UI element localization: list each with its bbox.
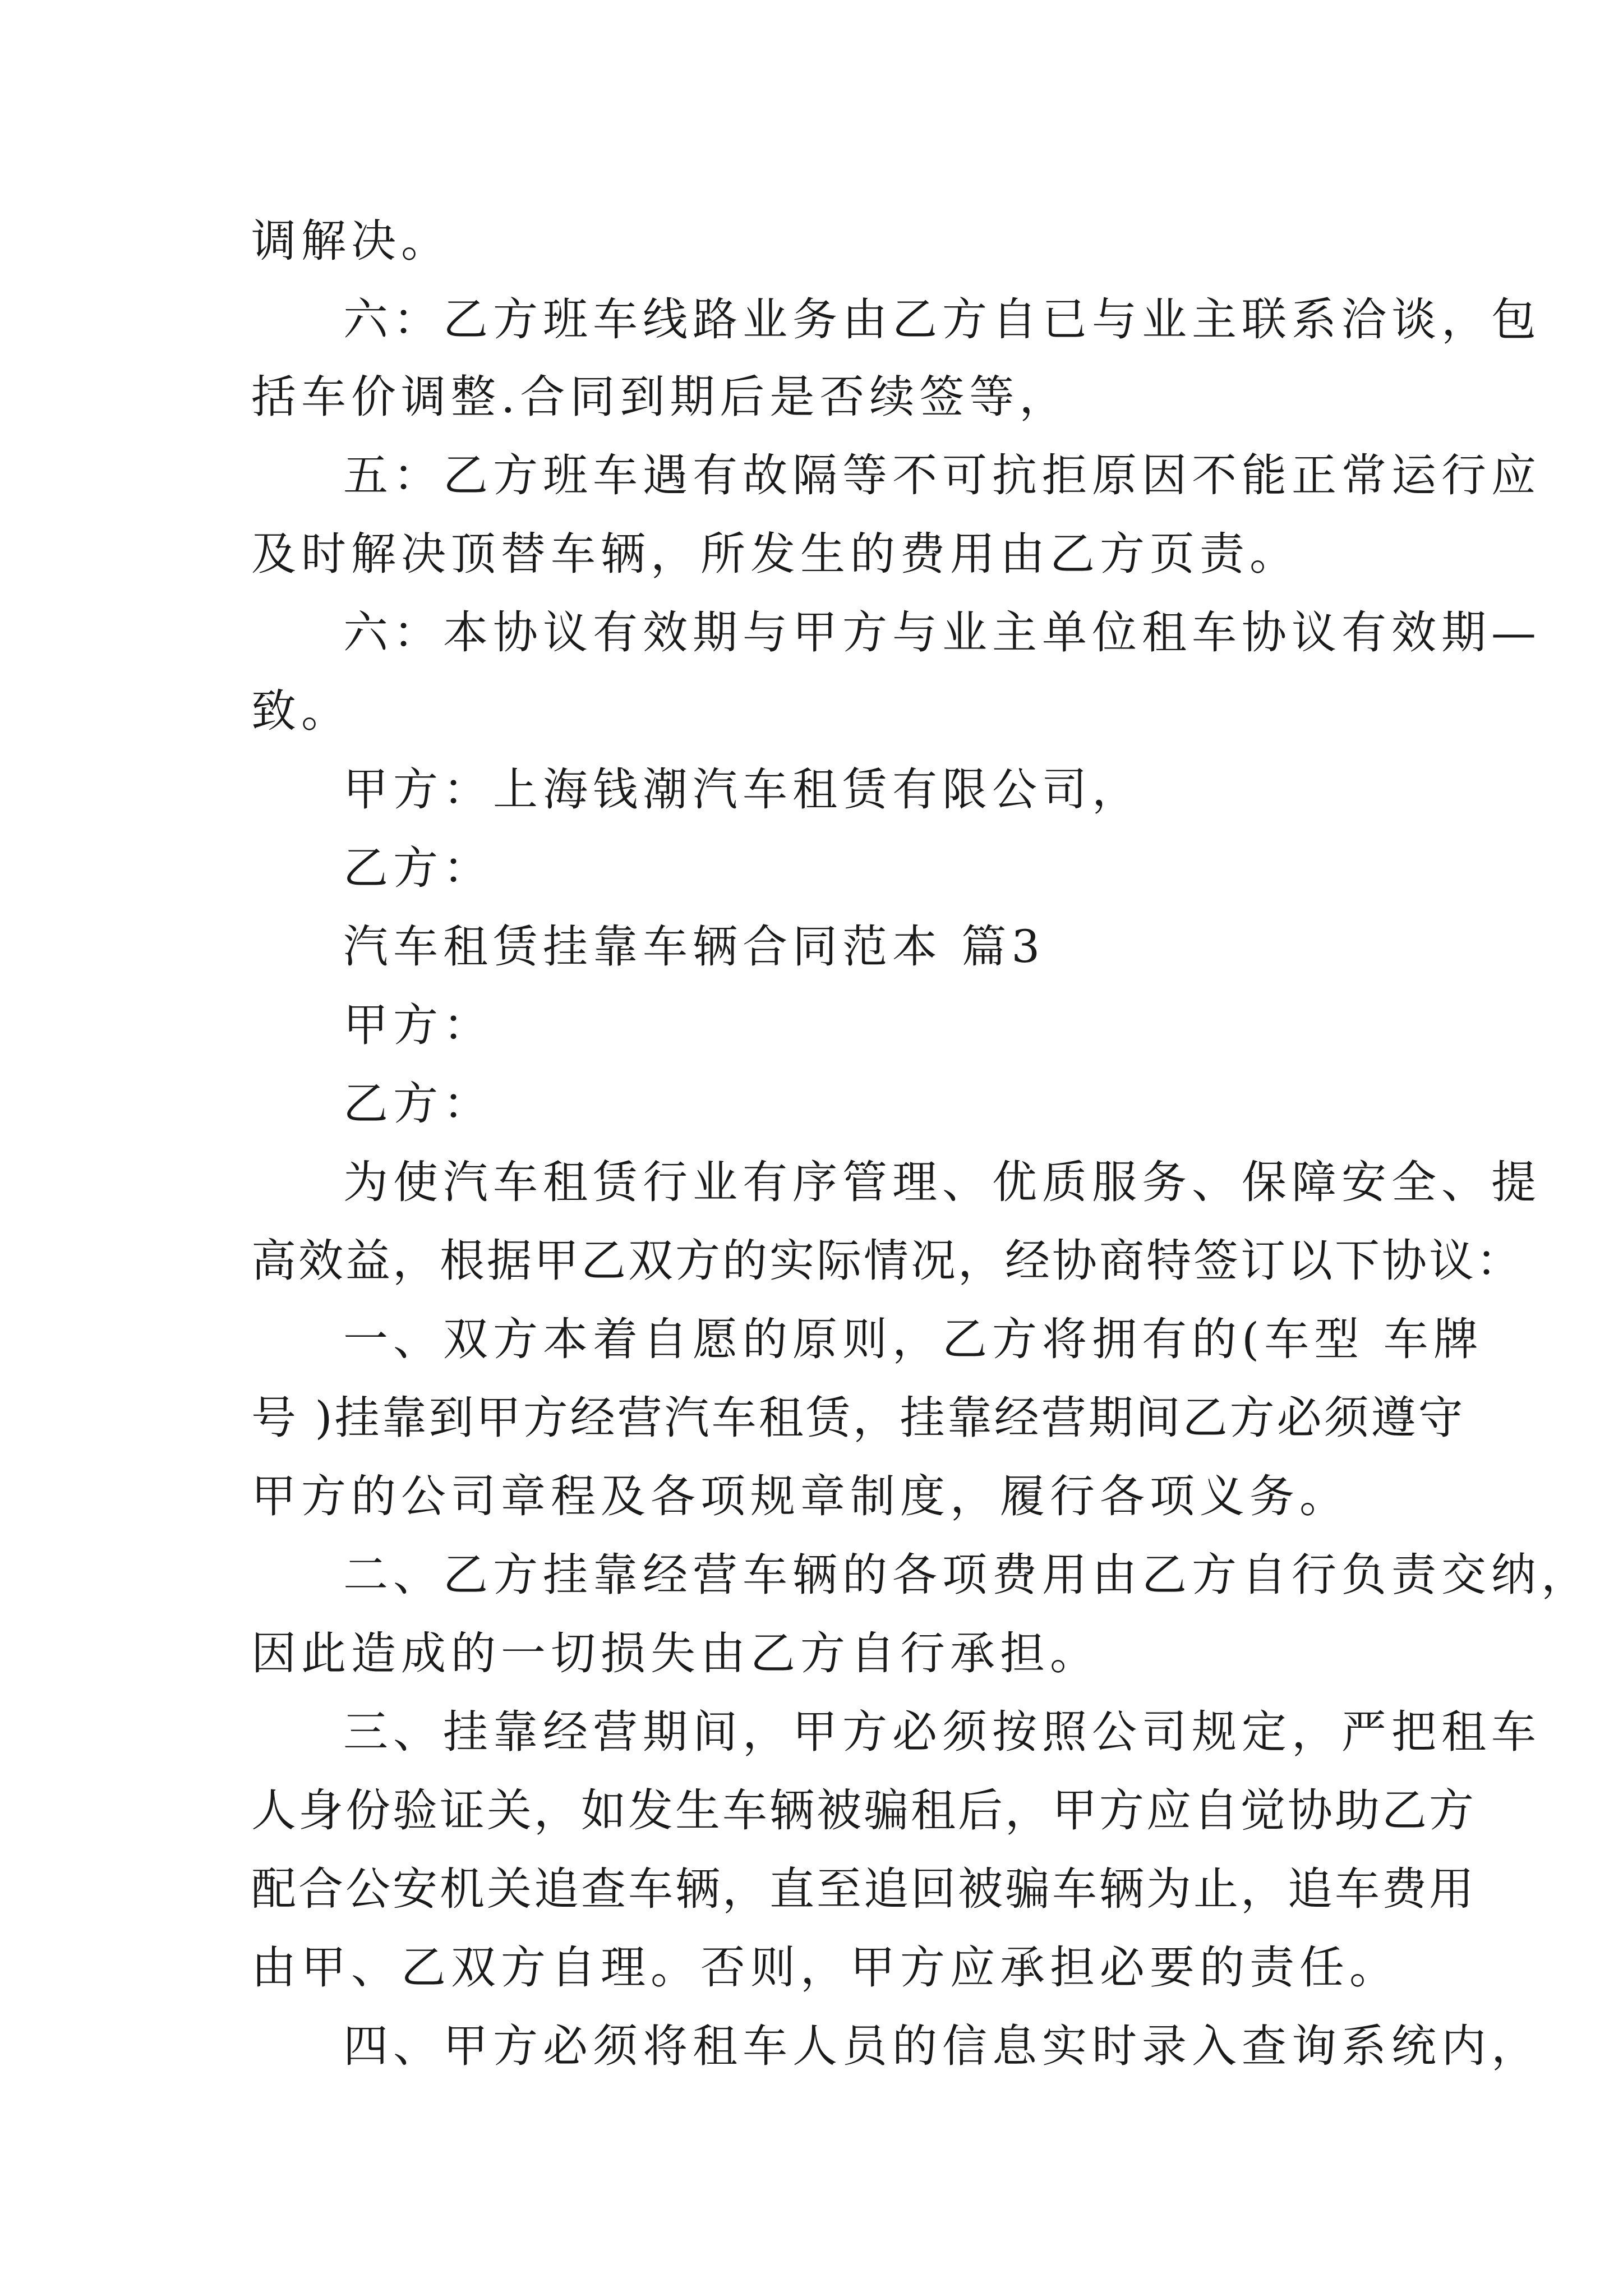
text-line: 五：乙方班车遇有故隔等不可抗拒原因不能正常运行应 <box>343 449 1541 501</box>
text-line: 甲方：上海钱潮汽车租赁有限公司， <box>343 763 1142 816</box>
text-line: 六：乙方班车线路业务由乙方自已与业主联系洽谈，包 <box>343 293 1541 346</box>
text-line: 由甲、乙双方自理。否则，甲方应承担必要的责任。 <box>251 1941 1399 1994</box>
text-line: 调解决。 <box>251 215 451 267</box>
text-line: 乙方： <box>343 1078 493 1130</box>
text-line: 一、双方本着自愿的原则，乙方将拥有的(车型 车牌 <box>343 1313 1483 1365</box>
text-line: 为使汽车租赁行业有序管理、优质服务、保障安全、提 <box>343 1156 1541 1208</box>
text-line: 配合公安机关追查车辆，直至追回被骗车辆为止，追车费用 <box>251 1863 1476 1915</box>
text-line: 括车价调整.合同到期后是否续签等， <box>251 371 1069 423</box>
text-line: 高效益，根据甲乙双方的实际情况，经协商特签订以下协议： <box>251 1235 1523 1287</box>
text-line: 甲方： <box>343 999 493 1051</box>
text-line: 四、甲方必须将租车人员的信息实时录入查询系统内， <box>343 2020 1541 2072</box>
text-line: 六：本协议有效期与甲方与业主单位租车协议有效期— <box>343 606 1541 659</box>
text-line: 及时解决顶替车辆，所发生的费用由乙方页责。 <box>251 528 1299 580</box>
text-line: 乙方： <box>343 842 493 894</box>
text-line: 因此造成的一切损失由乙方自行承担。 <box>251 1627 1100 1680</box>
text-line: 人身份验证关，如发生车辆被骗租后，甲方应自觉协助乙方 <box>251 1784 1476 1837</box>
text-line: 汽车租赁挂靠车辆合同范本 篇3 <box>343 921 1045 973</box>
text-line: 号 )挂靠到甲方经营汽车租赁，挂靠经营期间乙方必须遵守 <box>251 1392 1465 1444</box>
text-line: 三、挂靠经营期间，甲方必须按照公司规定，严把租车 <box>343 1706 1541 1758</box>
text-line: 致。 <box>251 685 351 737</box>
text-line: 二、乙方挂靠经营车辆的各项费用由乙方自行负责交纳， <box>343 1549 1591 1601</box>
text-line: 甲方的公司章程及各项规章制度，履行各项义务。 <box>251 1470 1349 1522</box>
